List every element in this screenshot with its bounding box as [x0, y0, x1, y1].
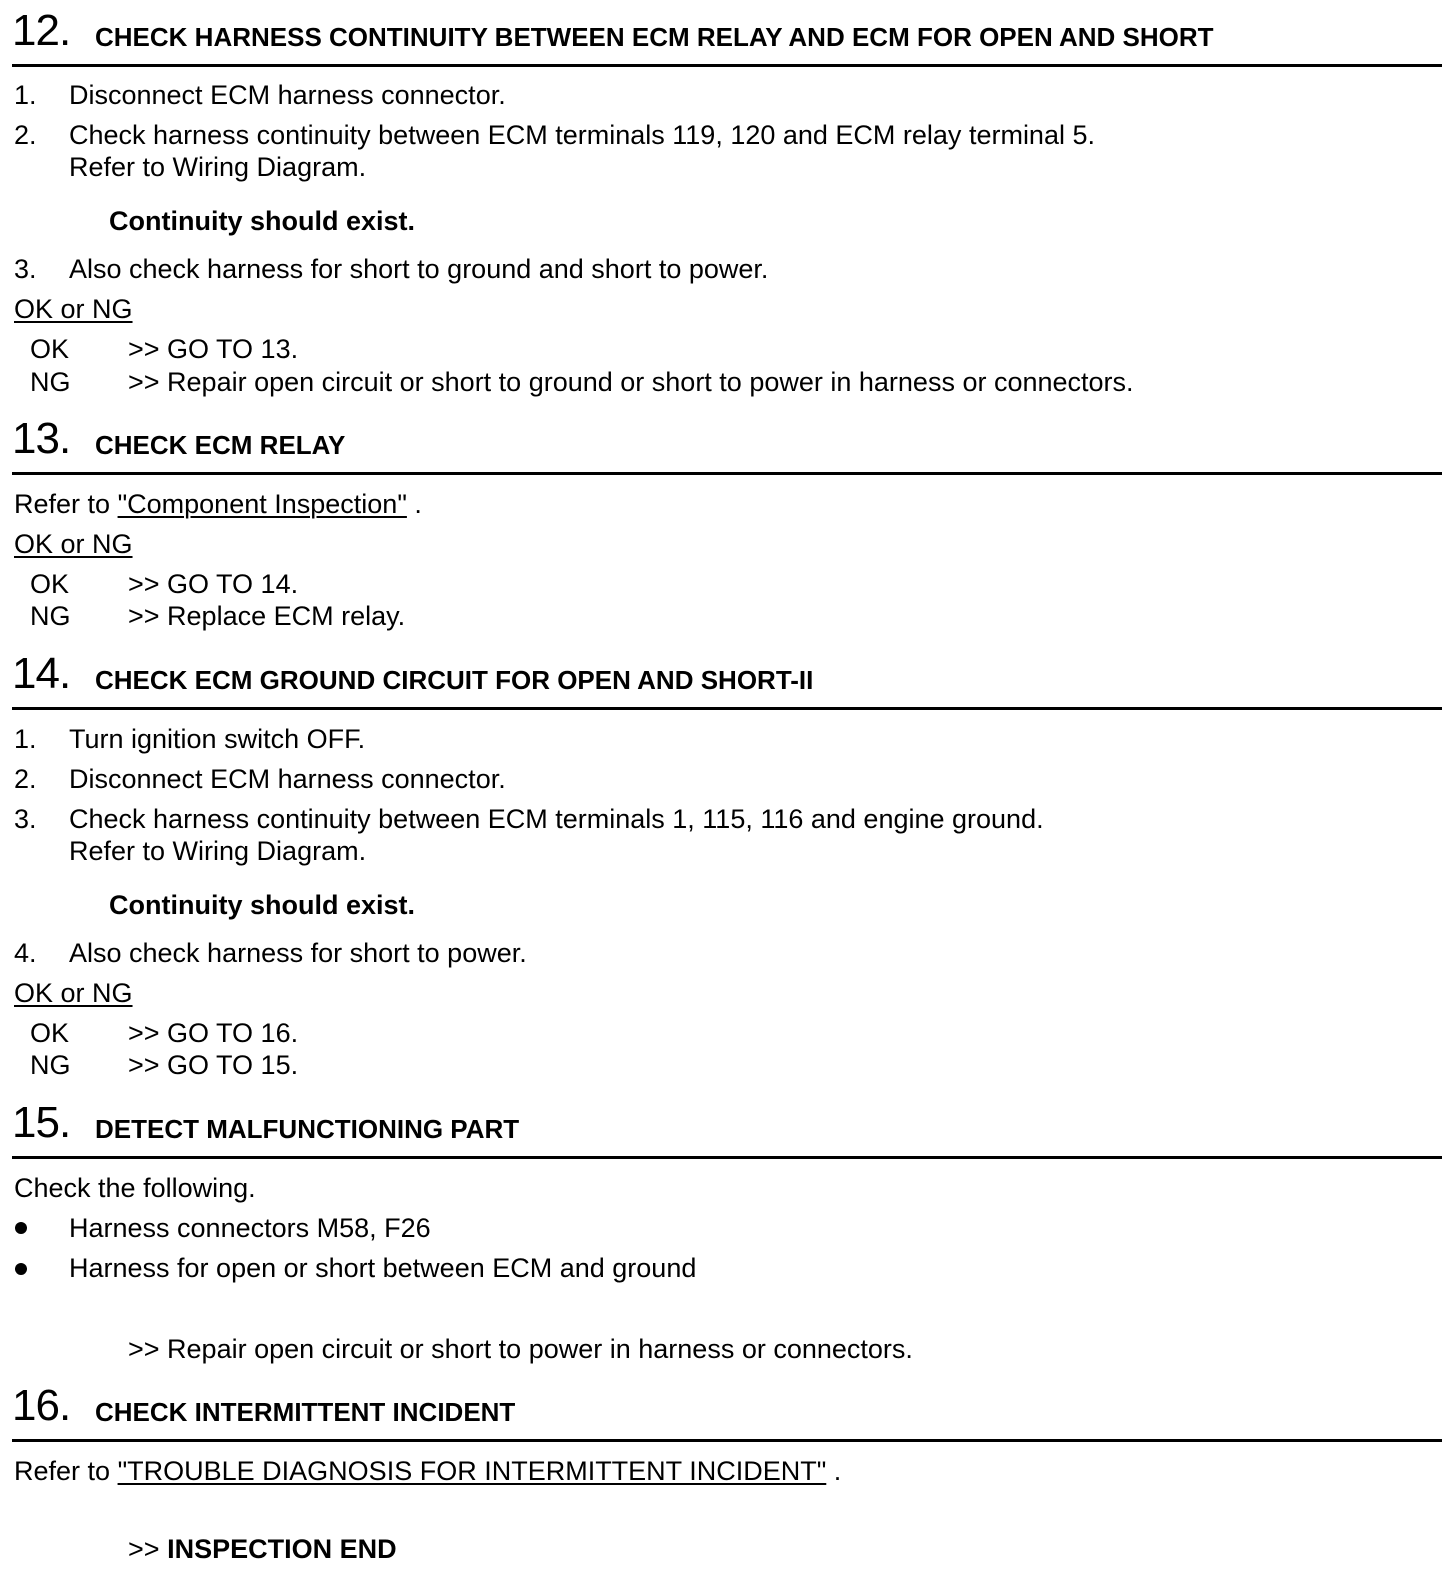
- step-text: Check harness continuity between ECM terminals 1, 115, 116 and engine ground.: [69, 804, 1044, 834]
- ng-result: >> GO TO 15.: [128, 1050, 299, 1080]
- ok-result: >> GO TO 16.: [128, 1018, 299, 1048]
- ok-label: OK: [30, 334, 70, 364]
- component-inspection-link[interactable]: "Component Inspection": [117, 489, 407, 519]
- refer-prefix: Refer to: [14, 489, 111, 519]
- ng-label: NG: [30, 1050, 71, 1080]
- ok-or-ng-label: OK or NG: [14, 978, 133, 1008]
- spec-text: Continuity should exist.: [109, 890, 416, 920]
- ng-label: NG: [30, 601, 71, 631]
- ok-label: OK: [30, 569, 70, 599]
- ng-result: >> Replace ECM relay.: [128, 601, 406, 631]
- spec-text: Continuity should exist.: [109, 206, 416, 236]
- end-arrow: >>: [128, 1534, 160, 1564]
- list-item: Harness for open or short between ECM and ground: [69, 1253, 697, 1283]
- step-number: 4.: [14, 938, 37, 968]
- divider: [12, 472, 1442, 475]
- step-number: 1.: [14, 80, 37, 110]
- step-text: Also check harness for short to ground and short to power.: [69, 254, 769, 284]
- step-number: 2.: [14, 120, 37, 150]
- step-number: 2.: [14, 764, 37, 794]
- step-16-title: CHECK INTERMITTENT INCIDENT: [95, 1397, 516, 1427]
- repair-result: >> Repair open circuit or short to power in harness or connectors.: [128, 1334, 913, 1364]
- step-number: 3.: [14, 254, 37, 284]
- ok-label: OK: [30, 1018, 70, 1048]
- step-15-number: 15.: [12, 1098, 71, 1147]
- step-16-number: 16.: [12, 1381, 71, 1430]
- ok-result: >> GO TO 14.: [128, 569, 299, 599]
- bullet-icon: [15, 1222, 27, 1234]
- step-15-title: DETECT MALFUNCTIONING PART: [95, 1114, 520, 1144]
- step-13-title: CHECK ECM RELAY: [95, 430, 346, 460]
- divider: [12, 1156, 1442, 1159]
- bullet-icon: [15, 1263, 27, 1275]
- list-item: Harness connectors M58, F26: [69, 1213, 431, 1243]
- refer-line: [14, 488, 422, 520]
- step-number: 1.: [14, 724, 37, 754]
- ng-result: >> Repair open circuit or short to ground or short to power in harness or connectors.: [128, 367, 1134, 397]
- step-14-number: 14.: [12, 649, 71, 698]
- refer-line: [14, 1455, 841, 1487]
- inspection-end: [128, 1533, 397, 1565]
- step-text: Disconnect ECM harness connector.: [69, 80, 506, 110]
- step-text: Also check harness for short to power.: [69, 938, 527, 968]
- step-text: Disconnect ECM harness connector.: [69, 764, 506, 794]
- end-text: INSPECTION END: [167, 1534, 397, 1564]
- ok-or-ng-label: OK or NG: [14, 294, 133, 324]
- step-text: Turn ignition switch OFF.: [69, 724, 366, 754]
- wiring-diagram-ref: Refer to Wiring Diagram.: [69, 836, 367, 866]
- check-intro: Check the following.: [14, 1173, 256, 1203]
- ok-or-ng-label: OK or NG: [14, 529, 133, 559]
- refer-suffix: .: [414, 489, 422, 519]
- divider: [12, 64, 1442, 67]
- divider: [12, 1439, 1442, 1442]
- step-13-number: 13.: [12, 414, 71, 463]
- step-12-title: CHECK HARNESS CONTINUITY BETWEEN ECM RELAY AND ECM FOR OPEN AND SHORT: [95, 22, 1214, 52]
- refer-prefix: Refer to: [14, 1456, 111, 1486]
- ng-label: NG: [30, 367, 71, 397]
- wiring-diagram-ref: Refer to Wiring Diagram.: [69, 152, 367, 182]
- ok-result: >> GO TO 13.: [128, 334, 299, 364]
- step-12-number: 12.: [12, 6, 71, 55]
- refer-suffix: .: [833, 1456, 842, 1486]
- step-number: 3.: [14, 804, 37, 834]
- step-text: Check harness continuity between ECM terminals 119, 120 and ECM relay terminal 5.: [69, 120, 1095, 150]
- step-14-title: CHECK ECM GROUND CIRCUIT FOR OPEN AND SHORT-II: [95, 665, 814, 695]
- trouble-diagnosis-link[interactable]: "TROUBLE DIAGNOSIS FOR INTERMITTENT INCIDENT": [117, 1456, 827, 1486]
- divider: [12, 707, 1442, 710]
